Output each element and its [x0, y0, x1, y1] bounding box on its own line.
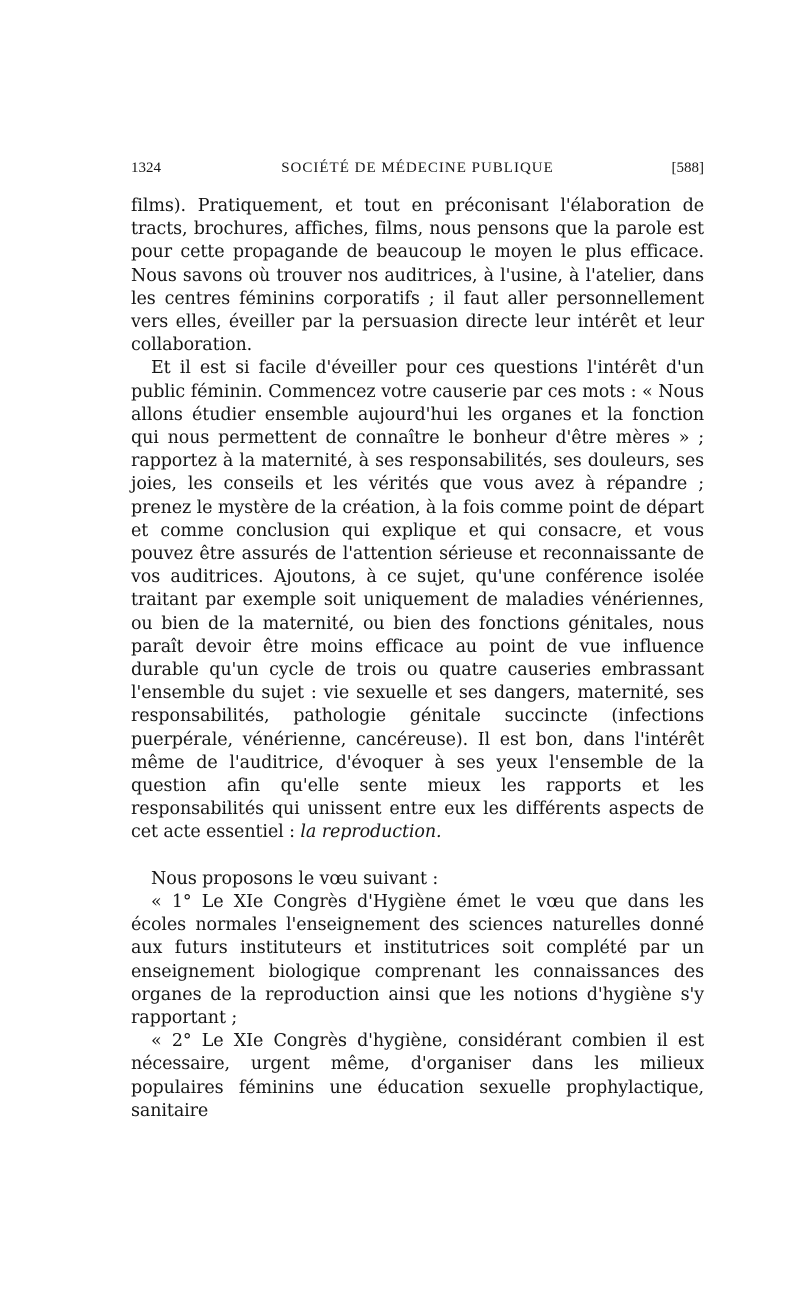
- paragraph-2: [131, 357, 704, 844]
- running-header: [131, 160, 704, 184]
- paragraph-5: « 2° Le XIe Congrès d'hygiène, considérant combien il est nécessaire, urgent même, d'organiser dans les milieux populaires féminins une éducation sexuelle prophylactique, sanitaire: [131, 1031, 704, 1121]
- page-number: 1324: [131, 160, 161, 176]
- paragraph-2-italic-text: la reproduction.: [300, 822, 442, 843]
- paragraph-4: « 1° Le XIe Congrès d'Hygiène émet le vœu que dans les écoles normales l'enseignement des sciences naturelles donné aux futurs instituteurs et institutrices soit complété par un enseignement biologique comprenant les connaissances des organes de la reproduction ainsi que les notions d'hygiène s'y rapportant ;: [131, 891, 704, 1028]
- journal-title: SOCIÉTÉ DE MÉDECINE PUBLIQUE: [281, 160, 554, 176]
- paragraph-3: Nous proposons le vœu suivant :: [151, 868, 439, 889]
- bracket-page-number: [588]: [671, 160, 704, 176]
- paragraph-spacer: [131, 845, 704, 868]
- body-text: [131, 195, 704, 1123]
- paragraph-1: films). Pratiquement, et tout en préconisant l'élaboration de tracts, brochures, affiches, films, nous pensons que la parole est pour cette propagande de beaucoup le moyen le plus efficace. Nous savons où trouver nos auditrices, à l'usine, à l'atelier, dans les centres féminins corporatifs ; il faut aller personnellement vers elles, éveiller par la persuasion directe leur intérêt et leur collaboration.: [131, 196, 704, 356]
- paragraph-2-main-text: Et il est si facile d'éveiller pour ces questions l'intérêt d'un public féminin. Commencez votre causerie par ces mots : « Nous allons étudier ensemble aujourd'hui les organes et la fonction qui nous permettent de connaître le bonheur d'être mères » ; rapportez à la maternité, à ses responsabilités, ses douleurs, ses joies, les conseils et les vérités que vous avez à répandre ; prenez le mystère de la création, à la fois comme point de départ et comme conclusion qui explique et qui consacre, et vous pouvez être assurés de l'attention sérieuse et reconnaissante de vos auditrices. Ajoutons, à ce sujet, qu'une conférence isolée traitant par exemple soit uniquement de maladies vénériennes, ou bien de la maternité, ou bien des fonctions génitales, nous paraît devoir être moins efficace au point de vue influence durable qu'un cycle de trois ou quatre causeries embrassant l'ensemble du sujet : vie sexuelle et ses dangers, maternité, ses responsabilités, pathologie génitale succincte (infections puerpérale, vénérienne, cancéreuse). Il est bon, dans l'intérêt même de l'auditrice, d'évoquer à ses yeux l'ensemble de la question afin qu'elle sente mieux les rapports et les responsabilités qui unissent entre eux les différents aspects de cet acte essentiel :: [131, 358, 704, 843]
